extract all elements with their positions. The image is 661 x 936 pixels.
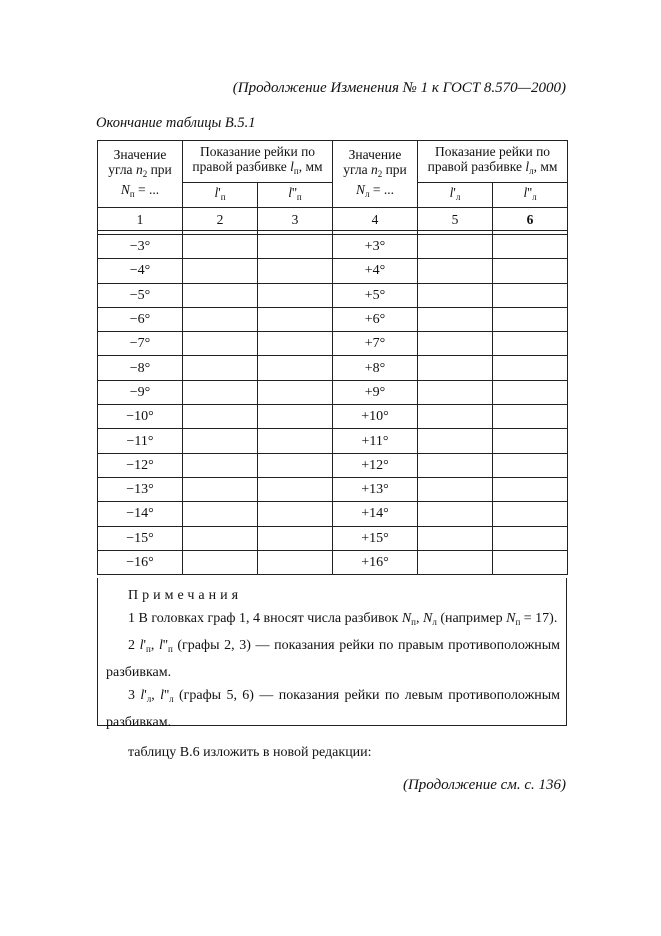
reading-cell	[418, 405, 493, 429]
table-caption: Окончание таблицы В.5.1	[96, 115, 256, 131]
reading-cell	[258, 307, 333, 331]
table-row	[98, 502, 568, 526]
angle-pos-cell: +12°	[333, 453, 418, 477]
col5-subheader: $l'_л$	[418, 183, 493, 208]
reading-cell	[493, 502, 568, 526]
col-number: 4	[333, 208, 418, 231]
col1-header: Значение угла $n_2$ при $N_п$ = ...	[98, 141, 183, 208]
reading-cell	[418, 283, 493, 307]
reading-cell	[493, 550, 568, 574]
angle-neg-cell: −3°	[98, 235, 183, 259]
angle-pos-cell: +5°	[333, 283, 418, 307]
notes-block	[97, 578, 567, 730]
reading-cell	[418, 477, 493, 501]
angle-neg-cell: −15°	[98, 526, 183, 550]
reading-cell	[258, 429, 333, 453]
reading-cell	[493, 380, 568, 404]
reading-cell	[258, 550, 333, 574]
body-text: таблицу В.6 изложить в новой редакции:	[128, 745, 372, 760]
angle-neg-cell: −6°	[98, 307, 183, 331]
reading-cell	[258, 235, 333, 259]
reading-cell	[418, 502, 493, 526]
angle-neg-cell: −10°	[98, 405, 183, 429]
angle-pos-cell: +14°	[333, 502, 418, 526]
notes-title: Примечания	[128, 588, 243, 603]
page-header: (Продолжение Изменения № 1 к ГОСТ 8.570—2000)	[232, 80, 566, 96]
reading-cell	[183, 477, 258, 501]
angle-neg-cell: −13°	[98, 477, 183, 501]
note-2: 2 $l'_п$, $l''_п$ (графы 2, 3) — показания рейки по правым противоположным разбивкам.	[106, 638, 560, 680]
table-row	[98, 332, 568, 356]
reading-cell	[493, 283, 568, 307]
table-row	[98, 526, 568, 550]
angle-pos-cell: +4°	[333, 259, 418, 283]
col-number: 3	[258, 208, 333, 231]
reading-cell	[183, 235, 258, 259]
reading-cell	[418, 356, 493, 380]
reading-cell	[258, 259, 333, 283]
reading-cell	[258, 405, 333, 429]
col23-header: Показание рейки по правой разбивке $l_п$, мм	[183, 141, 333, 183]
angle-neg-cell: −5°	[98, 283, 183, 307]
reading-cell	[258, 526, 333, 550]
reading-cell	[183, 332, 258, 356]
col4-header: Значение угла $n_2$ при $N_л$ = ...	[333, 141, 418, 208]
col2-subheader: $l'_п$	[183, 183, 258, 208]
reading-cell	[418, 429, 493, 453]
reading-cell	[183, 259, 258, 283]
table-row	[98, 429, 568, 453]
reading-cell	[183, 453, 258, 477]
reading-cell	[493, 307, 568, 331]
note-1: 1 В головках граф 1, 4 вносят числа разбивок $N_п$, $N_л$ (например $N_п = 17$).	[128, 611, 558, 627]
col-number: 6	[493, 208, 568, 231]
angle-neg-cell: −11°	[98, 429, 183, 453]
reading-cell	[183, 356, 258, 380]
reading-cell	[493, 356, 568, 380]
note-3: 3 $l'_л$, $l''_л$ (графы 5, 6) — показания рейки по левым противоположным разбивкам.	[106, 688, 561, 730]
reading-cell	[183, 429, 258, 453]
reading-cell	[418, 550, 493, 574]
data-table	[97, 140, 568, 575]
angle-pos-cell: +15°	[333, 526, 418, 550]
angle-neg-cell: −14°	[98, 502, 183, 526]
table-row	[98, 283, 568, 307]
reading-cell	[493, 405, 568, 429]
table-row	[98, 453, 568, 477]
reading-cell	[258, 356, 333, 380]
col-number: 2	[183, 208, 258, 231]
col-number: 1	[98, 208, 183, 231]
table-row	[98, 259, 568, 283]
angle-pos-cell: +7°	[333, 332, 418, 356]
reading-cell	[183, 283, 258, 307]
table-row	[98, 477, 568, 501]
reading-cell	[183, 307, 258, 331]
reading-cell	[418, 259, 493, 283]
angle-neg-cell: −12°	[98, 453, 183, 477]
table-row	[98, 550, 568, 574]
angle-pos-cell: +13°	[333, 477, 418, 501]
reading-cell	[418, 235, 493, 259]
page-footer: (Продолжение см. с. 136)	[402, 777, 566, 793]
reading-cell	[418, 526, 493, 550]
angle-pos-cell: +9°	[333, 380, 418, 404]
reading-cell	[493, 526, 568, 550]
reading-cell	[183, 550, 258, 574]
reading-cell	[493, 332, 568, 356]
reading-cell	[183, 405, 258, 429]
table-row	[98, 235, 568, 259]
angle-pos-cell: +16°	[333, 550, 418, 574]
reading-cell	[183, 380, 258, 404]
col56-header: Показание рейки по правой разбивке $l_л$, мм	[418, 141, 568, 183]
col-number: 5	[418, 208, 493, 231]
reading-cell	[493, 453, 568, 477]
angle-pos-cell: +6°	[333, 307, 418, 331]
reading-cell	[493, 235, 568, 259]
angle-pos-cell: +11°	[333, 429, 418, 453]
col3-subheader: $l''_п$	[258, 183, 333, 208]
angle-pos-cell: +10°	[333, 405, 418, 429]
reading-cell	[493, 259, 568, 283]
angle-neg-cell: −7°	[98, 332, 183, 356]
reading-cell	[258, 477, 333, 501]
angle-neg-cell: −4°	[98, 259, 183, 283]
reading-cell	[258, 283, 333, 307]
angle-neg-cell: −8°	[98, 356, 183, 380]
reading-cell	[183, 502, 258, 526]
reading-cell	[258, 332, 333, 356]
angle-neg-cell: −16°	[98, 550, 183, 574]
reading-cell	[418, 332, 493, 356]
angle-pos-cell: +3°	[333, 235, 418, 259]
table-row	[98, 380, 568, 404]
table-row	[98, 356, 568, 380]
reading-cell	[258, 502, 333, 526]
angle-pos-cell: +8°	[333, 356, 418, 380]
reading-cell	[418, 380, 493, 404]
reading-cell	[418, 453, 493, 477]
reading-cell	[258, 380, 333, 404]
reading-cell	[493, 477, 568, 501]
col6-subheader: $l''_л$	[493, 183, 568, 208]
angle-neg-cell: −9°	[98, 380, 183, 404]
reading-cell	[493, 429, 568, 453]
reading-cell	[258, 453, 333, 477]
table-row	[98, 405, 568, 429]
reading-cell	[183, 526, 258, 550]
table-row	[98, 307, 568, 331]
reading-cell	[418, 307, 493, 331]
